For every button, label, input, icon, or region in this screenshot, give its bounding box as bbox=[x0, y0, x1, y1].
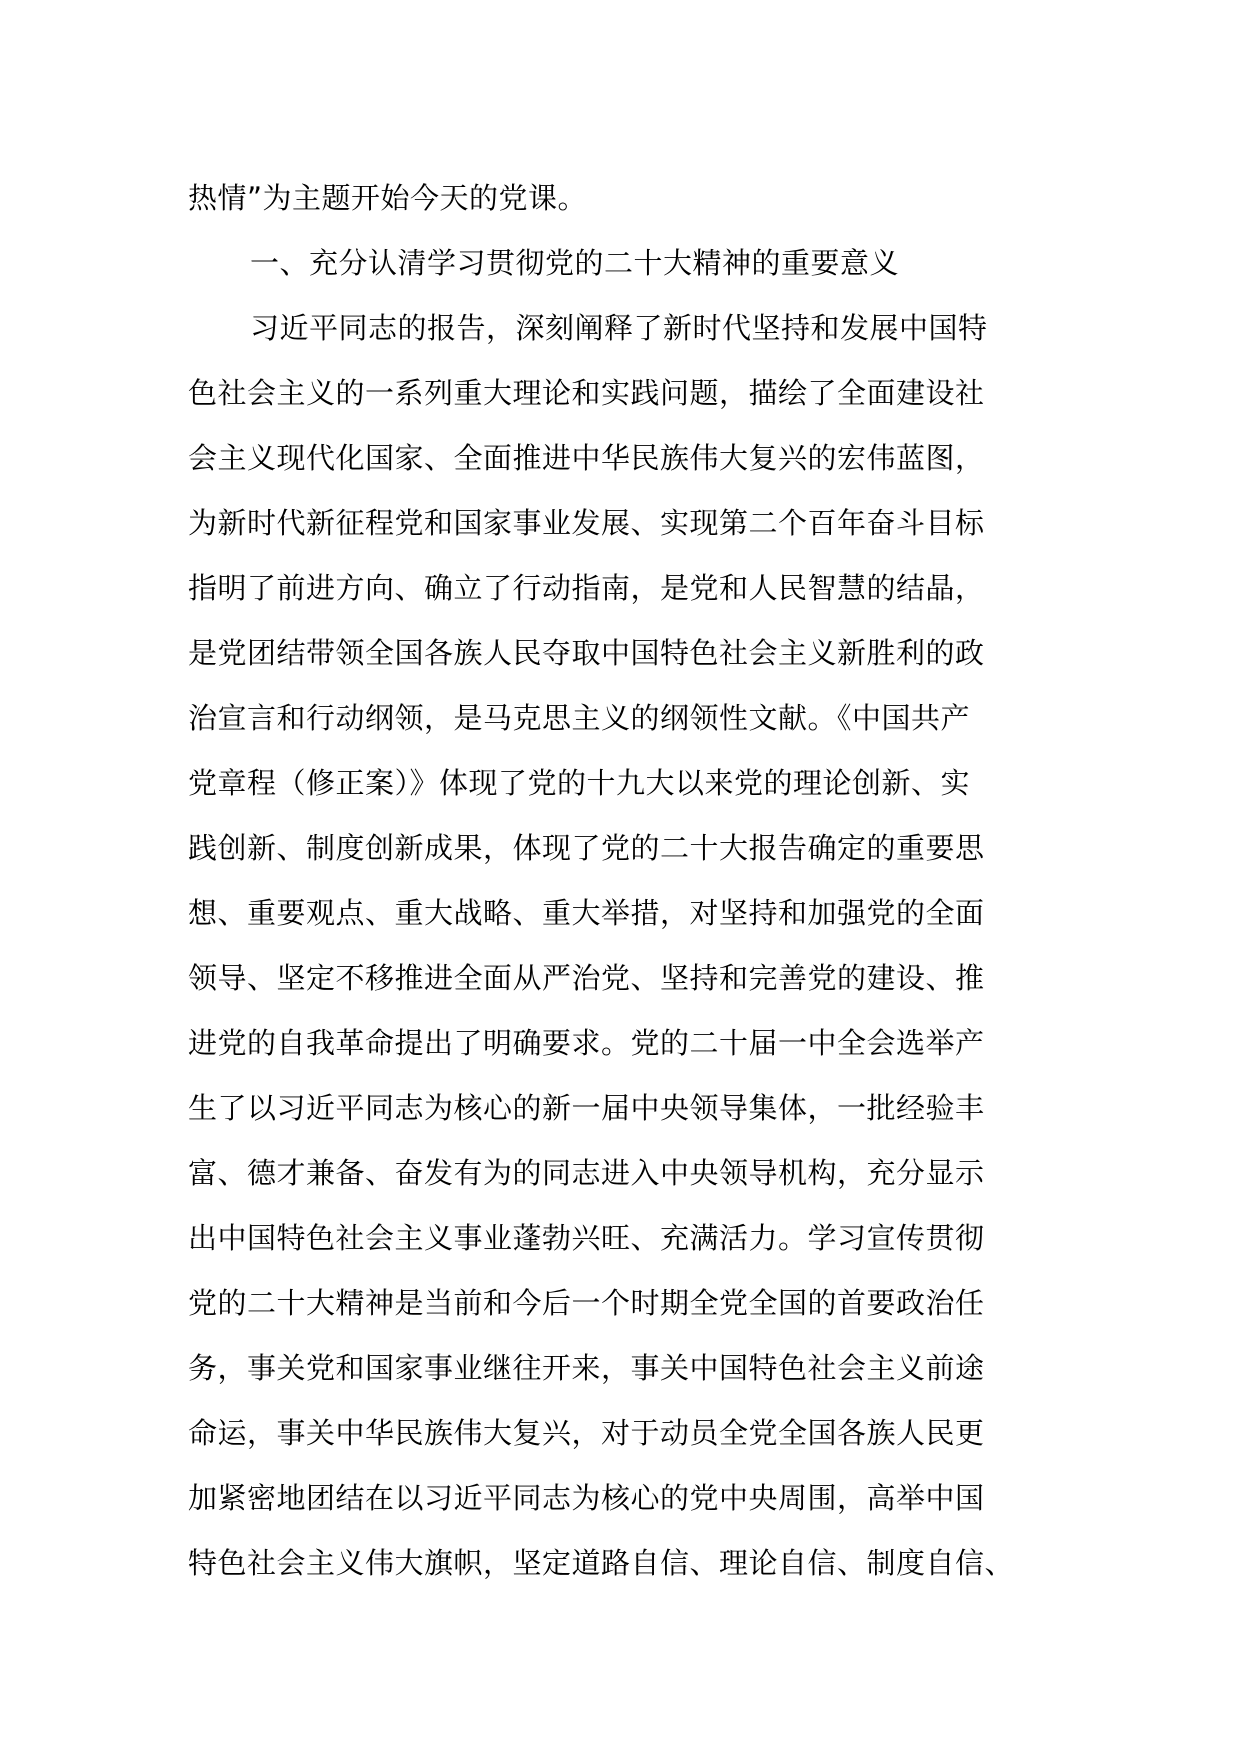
paragraph-line: 热情”为主题开始今天的党课。 bbox=[188, 181, 588, 215]
paragraph-line: 治宣言和行动纲领，是马克思主义的纲领性文献。《中国共产 bbox=[188, 701, 971, 735]
paragraph-line: 会主义现代化国家、全面推进中华民族伟大复兴的宏伟蓝图， bbox=[188, 441, 985, 475]
paragraph-line: 加紧密地团结在以习近平同志为核心的党中央周围，高举中国 bbox=[188, 1481, 985, 1515]
document-body bbox=[188, 166, 1058, 1596]
paragraph-line: 富、德才兼备、奋发有为的同志进入中央领导机构，充分显示 bbox=[188, 1156, 985, 1190]
paragraph-line: 为新时代新征程党和国家事业发展、实现第二个百年奋斗目标 bbox=[188, 506, 985, 540]
paragraph-line: 命运，事关中华民族伟大复兴，对于动员全党全国各族人民更 bbox=[188, 1416, 985, 1450]
section-heading: 一、充分认清学习贯彻党的二十大精神的重要意义 bbox=[250, 246, 900, 280]
paragraph-line: 是党团结带领全国各族人民夺取中国特色社会主义新胜利的政 bbox=[188, 636, 985, 670]
paragraph-line: 色社会主义的一系列重大理论和实践问题，描绘了全面建设社 bbox=[188, 376, 985, 410]
paragraph-line: 务，事关党和国家事业继往开来，事关中国特色社会主义前途 bbox=[188, 1351, 985, 1385]
paragraph-line: 党章程（修正案）》体现了党的十九大以来党的理论创新、实 bbox=[188, 766, 971, 800]
paragraph-line: 特色社会主义伟大旗帜，坚定道路自信、理论自信、制度自信、 bbox=[188, 1546, 1015, 1580]
paragraph-line: 习近平同志的报告，深刻阐释了新时代坚持和发展中国特 bbox=[250, 311, 988, 345]
paragraph-line: 出中国特色社会主义事业蓬勃兴旺、充满活力。学习宣传贯彻 bbox=[188, 1221, 985, 1255]
paragraph-line: 领导、坚定不移推进全面从严治党、坚持和完善党的建设、推 bbox=[188, 961, 985, 995]
paragraph-line: 践创新、制度创新成果，体现了党的二十大报告确定的重要思 bbox=[188, 831, 985, 865]
paragraph-line: 指明了前进方向、确立了行动指南，是党和人民智慧的结晶， bbox=[188, 571, 985, 605]
paragraph-line: 党的二十大精神是当前和今后一个时期全党全国的首要政治任 bbox=[188, 1286, 985, 1320]
paragraph-line: 生了以习近平同志为核心的新一届中央领导集体，一批经验丰 bbox=[188, 1091, 985, 1125]
paragraph-line: 进党的自我革命提出了明确要求。党的二十届一中全会选举产 bbox=[188, 1026, 985, 1060]
paragraph-line: 想、重要观点、重大战略、重大举措，对坚持和加强党的全面 bbox=[188, 896, 985, 930]
